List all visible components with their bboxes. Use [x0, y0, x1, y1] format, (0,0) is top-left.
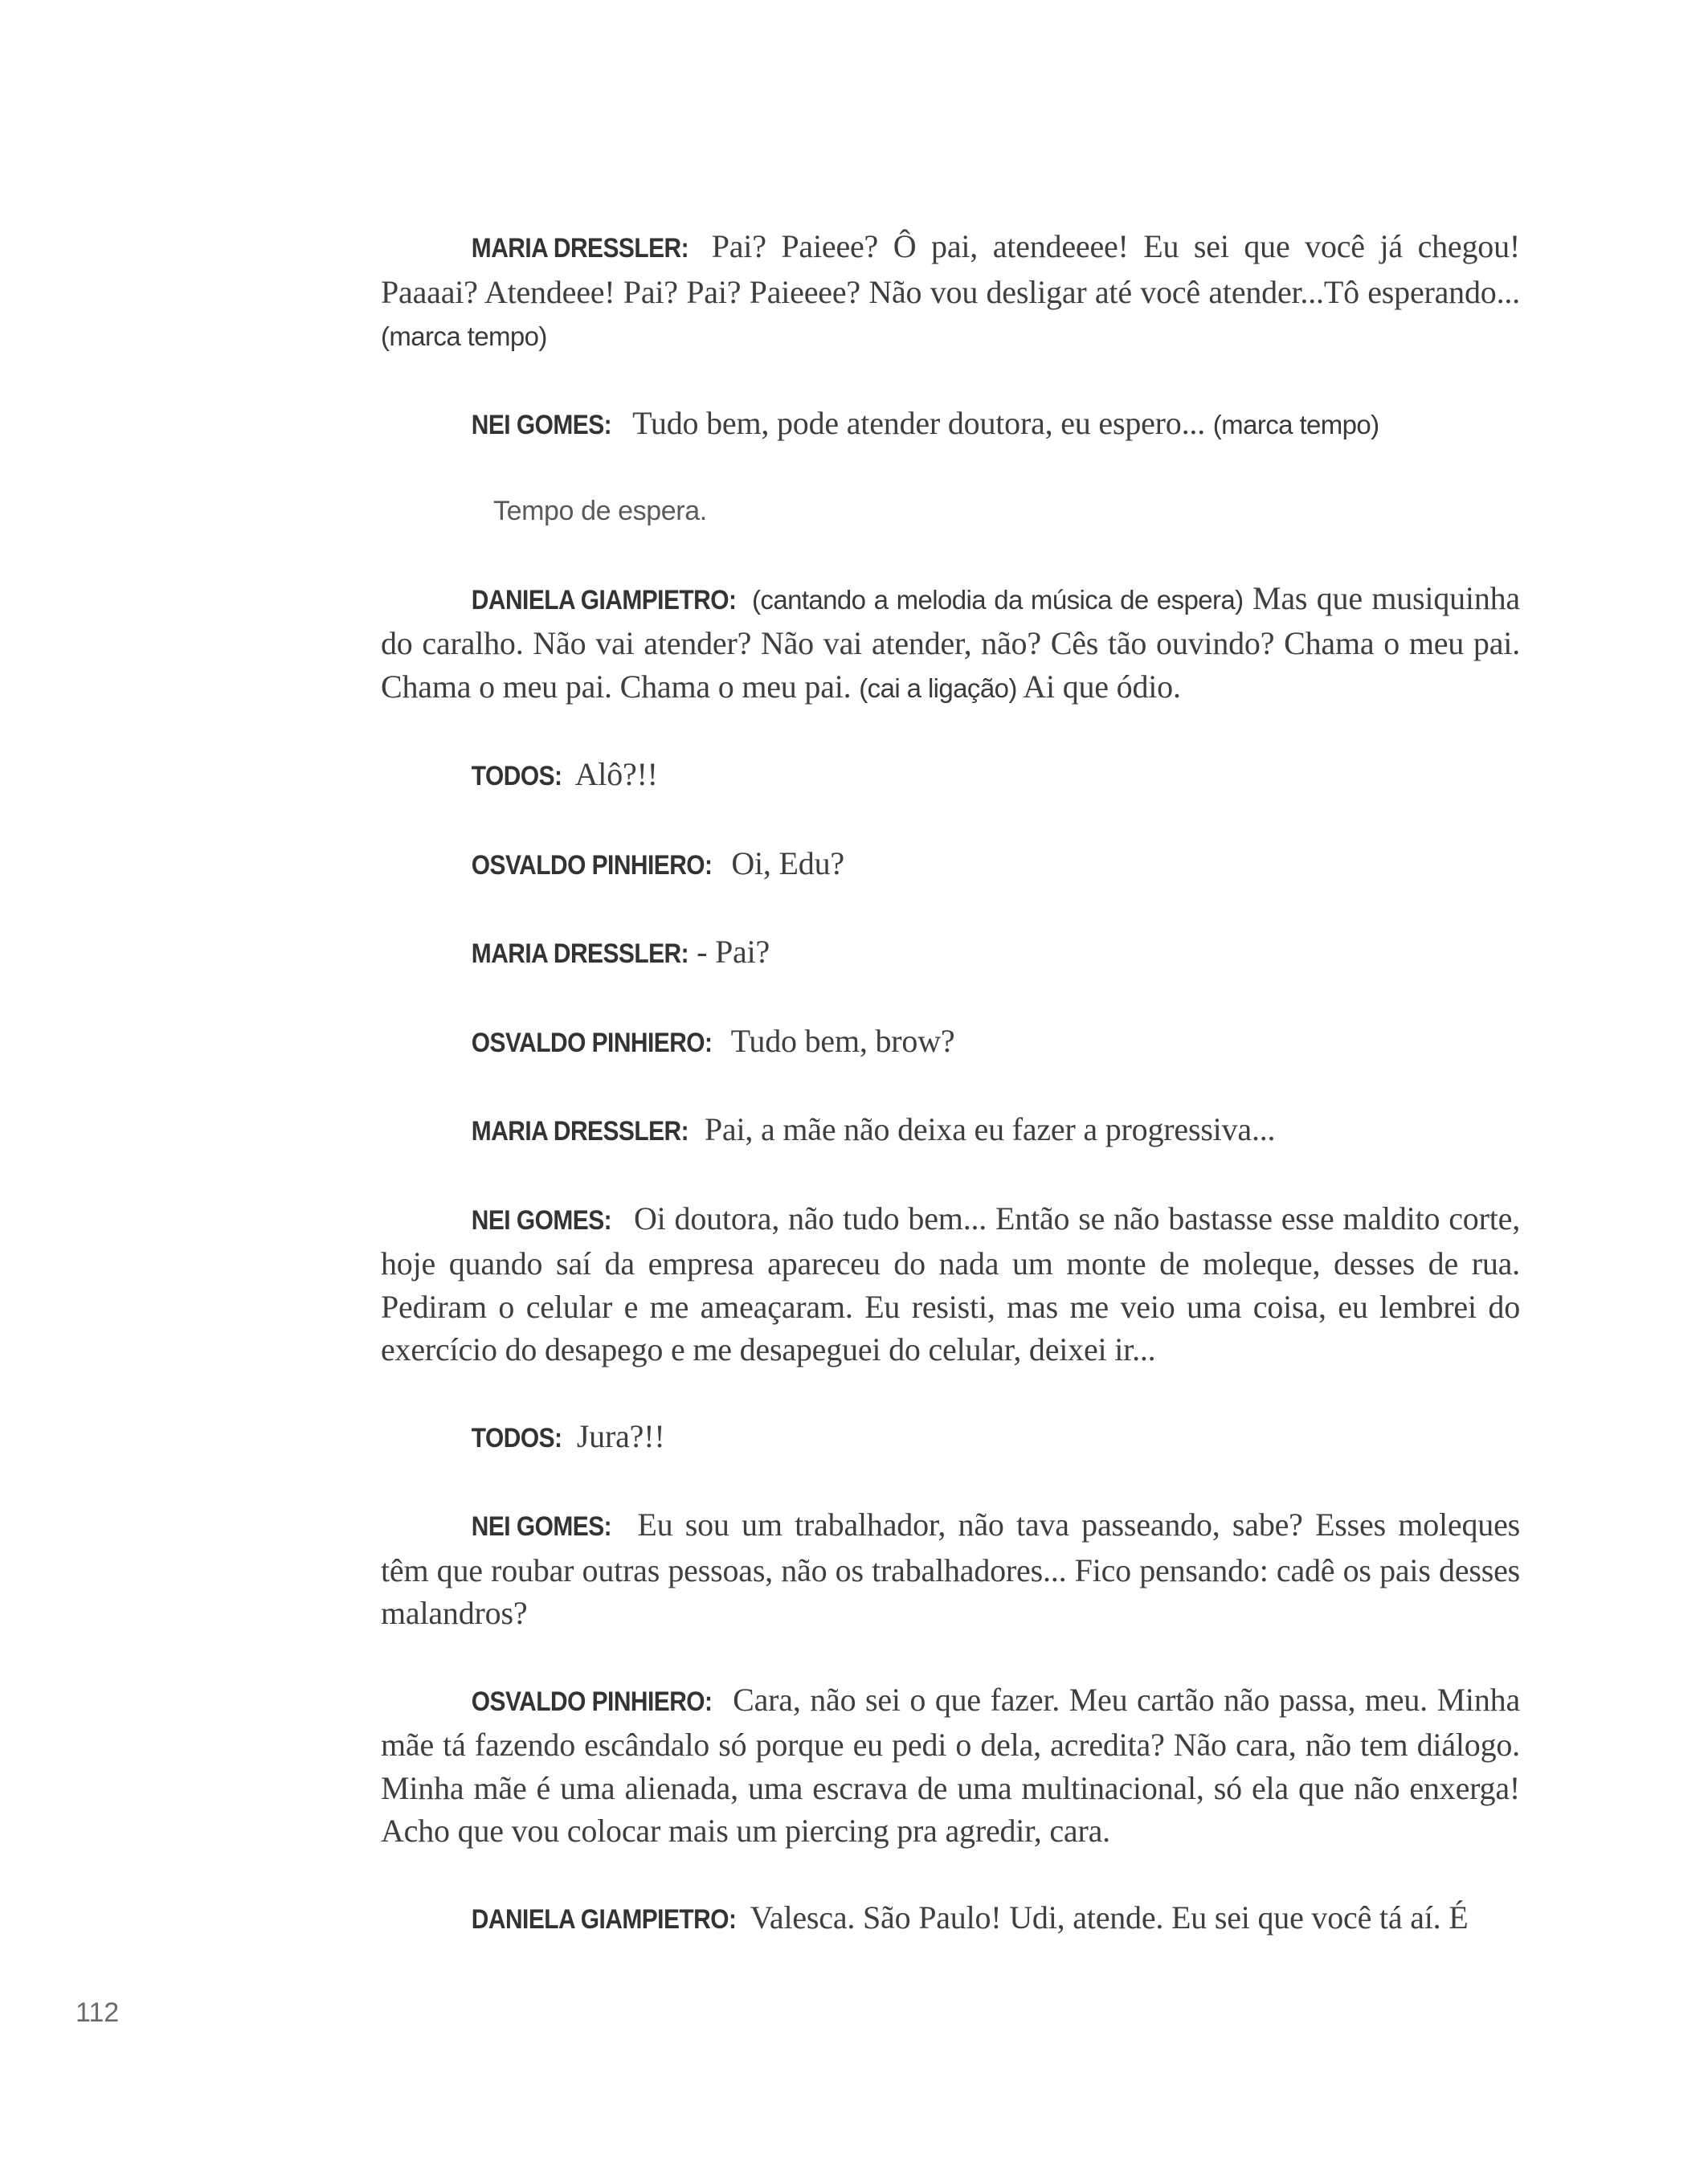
dialogue-text: Oi, Edu?: [723, 844, 844, 881]
dialogue-paragraph: [381, 225, 1520, 358]
dialogue-text: Alô?!!: [569, 756, 658, 792]
dialogue-text: Oi doutora, não tudo bem... Então se não bastasse esse maldito corte, hoje quando saí da empresa apareceu do nada um monte de moleque, desses de rua. Pediram o celular e me ameaçaram. Eu resisti, mas me veio uma coisa, eu lembrei do exercício do desapego e me desapeguei do celular, deixei ir...: [381, 1200, 1520, 1367]
dialogue-paragraph: [381, 1503, 1520, 1635]
speaker-name: DANIELA GIAMPIETRO:: [471, 584, 737, 615]
dialogue-paragraph: [381, 577, 1520, 710]
speaker-name: OSVALDO PINHIERO:: [471, 1027, 713, 1058]
speaker-name: MARIA DRESSLER:: [471, 938, 689, 969]
stage-direction: (cantando a melodia da música de espera): [752, 584, 1244, 615]
stage-direction-block: Tempo de espera.: [493, 496, 707, 526]
stage-direction: (marca tempo): [381, 321, 547, 351]
speaker-name: NEI GOMES:: [471, 1204, 612, 1236]
dialogue-paragraph: [381, 1108, 1520, 1154]
speaker-name: OSVALDO PINHIERO:: [471, 1686, 713, 1717]
speaker-name: TODOS:: [471, 761, 562, 791]
dialogue-paragraph: [381, 1678, 1520, 1853]
script-text: [381, 225, 1520, 1985]
speaker-name: MARIA DRESSLER:: [471, 1116, 689, 1147]
speaker-name: NEI GOMES:: [471, 1511, 612, 1542]
dialogue-text: Pai, a mãe não deixa eu fazer a progressiva...: [697, 1111, 1276, 1147]
speaker-name: DANIELA GIAMPIETRO:: [471, 1903, 737, 1935]
dialogue-text: Tudo bem, pode atender doutora, eu espero...: [625, 404, 1213, 441]
dialogue-paragraph: [381, 753, 1520, 799]
dialogue-text: [743, 580, 752, 616]
dialogue-text: Tudo bem, brow?: [723, 1022, 955, 1059]
speaker-name: OSVALDO PINHIERO:: [471, 849, 713, 881]
dialogue-paragraph: [381, 1415, 1520, 1461]
dialogue-paragraph: [381, 1896, 1520, 1942]
stage-direction: (marca tempo): [1212, 409, 1379, 439]
speaker-name: TODOS:: [471, 1422, 562, 1453]
page-number: 112: [76, 1997, 120, 2028]
speaker-name: MARIA DRESSLER:: [471, 233, 689, 264]
stage-direction: (cai a ligação): [859, 672, 1017, 703]
dialogue-paragraph: [381, 930, 1520, 976]
dialogue-paragraph: [381, 402, 1520, 448]
dialogue-text: Ai que ódio.: [1016, 668, 1181, 705]
speaker-name: NEI GOMES:: [471, 409, 612, 440]
dialogue-text: Eu sou um trabalhador, não tava passeando, sabe? Esses moleques têm que roubar outras pessoas, não os trabalhadores... Fico pensando: cadê os pais desses malandros?: [381, 1506, 1520, 1631]
dialogue-paragraph: [381, 1197, 1520, 1372]
dialogue-text: Cara, não sei o que fazer. Meu cartão não passa, meu. Minha mãe tá fazendo escândalo só porque eu pedi o dela, acredita? Não cara, não tem diálogo. Minha mãe é uma alienada, uma escrava de uma multinacional, só ela que não enxerga! Acho que vou colocar mais um piercing pra agredir, cara.: [381, 1681, 1520, 1849]
dialogue-text: Mas que musiquinha do caralho. Não vai atender? Não vai atender, não? Cês tão ouvindo? Chama o meu pai. Chama o meu pai. Chama o meu pai.: [381, 579, 1520, 705]
dialogue-text: Pai? Paieee? Ô pai, atendeeee! Eu sei que você já chegou! Paaaai? Atendeee! Pai? Pai? Paieeee? Não vou desligar até você atender...Tô esperando...: [381, 228, 1520, 310]
dialogue-text: - Pai?: [697, 934, 770, 970]
dialogue-text: Valesca. São Paulo! Udi, atende. Eu sei que você tá aí. É: [742, 1899, 1469, 1936]
dialogue-text: Jura?!!: [569, 1417, 665, 1454]
dialogue-paragraph: [381, 842, 1520, 888]
dialogue-paragraph: [381, 1020, 1520, 1065]
